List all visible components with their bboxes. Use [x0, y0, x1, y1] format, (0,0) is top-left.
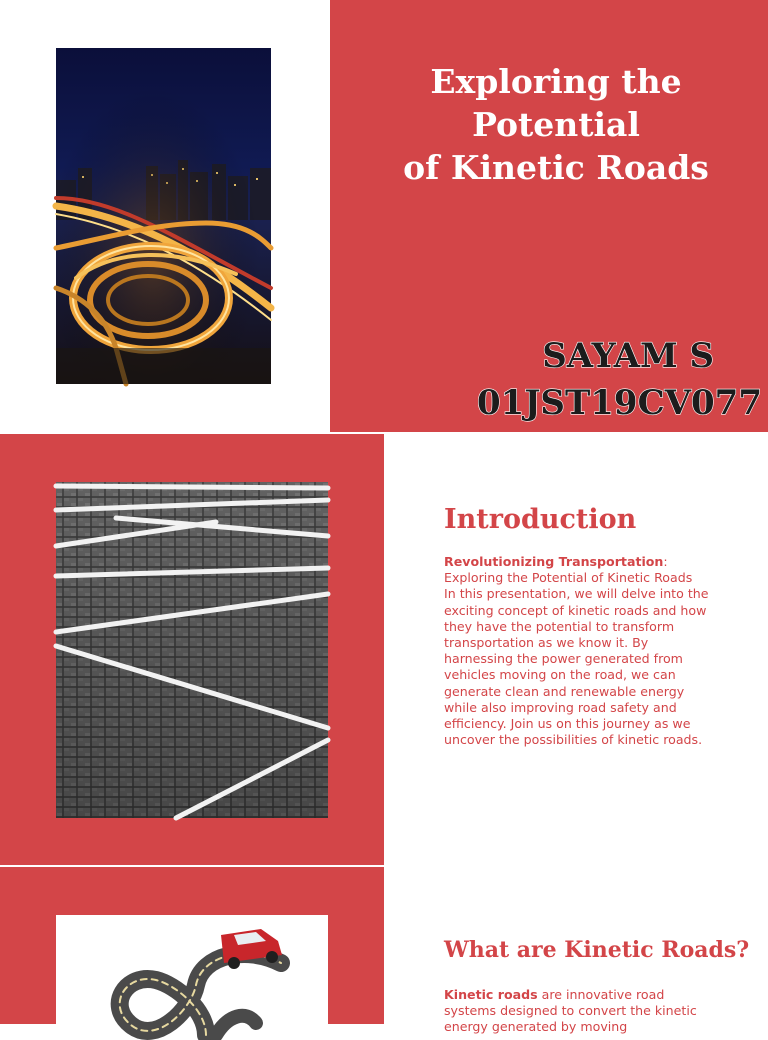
title-line-1: Exploring the Potential — [430, 62, 682, 144]
presentation-title — [350, 60, 762, 189]
paver-parking-lot-photo — [56, 482, 328, 818]
title-line-2: of Kinetic Roads — [403, 148, 709, 187]
kinetic-roads-heading: What are Kinetic Roads? — [444, 937, 750, 963]
author-id: 01JST19CV077 — [477, 383, 762, 423]
curvy-road-with-car-illustration — [56, 915, 328, 1035]
introduction-body — [444, 554, 714, 748]
author-name: SAYAM S — [542, 336, 714, 376]
introduction-lead-bold: Revolutionizing Transportation — [444, 554, 664, 569]
title-slide — [0, 0, 768, 432]
kinetic-roads-lead-bold: Kinetic roads — [444, 987, 538, 1002]
highway-interchange-night-photo — [56, 48, 271, 384]
introduction-slide — [0, 434, 768, 865]
introduction-lead-rest: : Exploring the Potential of Kinetic Roads — [444, 554, 693, 586]
kinetic-roads-lead-rest: are innovative road systems designed to convert the kinetic energy generated by moving — [444, 987, 697, 1035]
kinetic-roads-body — [444, 987, 714, 1036]
introduction-heading: Introduction — [444, 504, 637, 535]
introduction-paragraph: In this presentation, we will delve into the exciting concept of kinetic roads and how they have the potential to transform transportation as we know it. By harnessing the power generated from vehicles moving on the road, we can generate clean and renewable energy while also improving road safety and efficiency. Join us on this journey as we uncover the possibilities of kinetic roads. — [444, 586, 709, 748]
what-are-kinetic-roads-slide — [0, 867, 768, 1035]
